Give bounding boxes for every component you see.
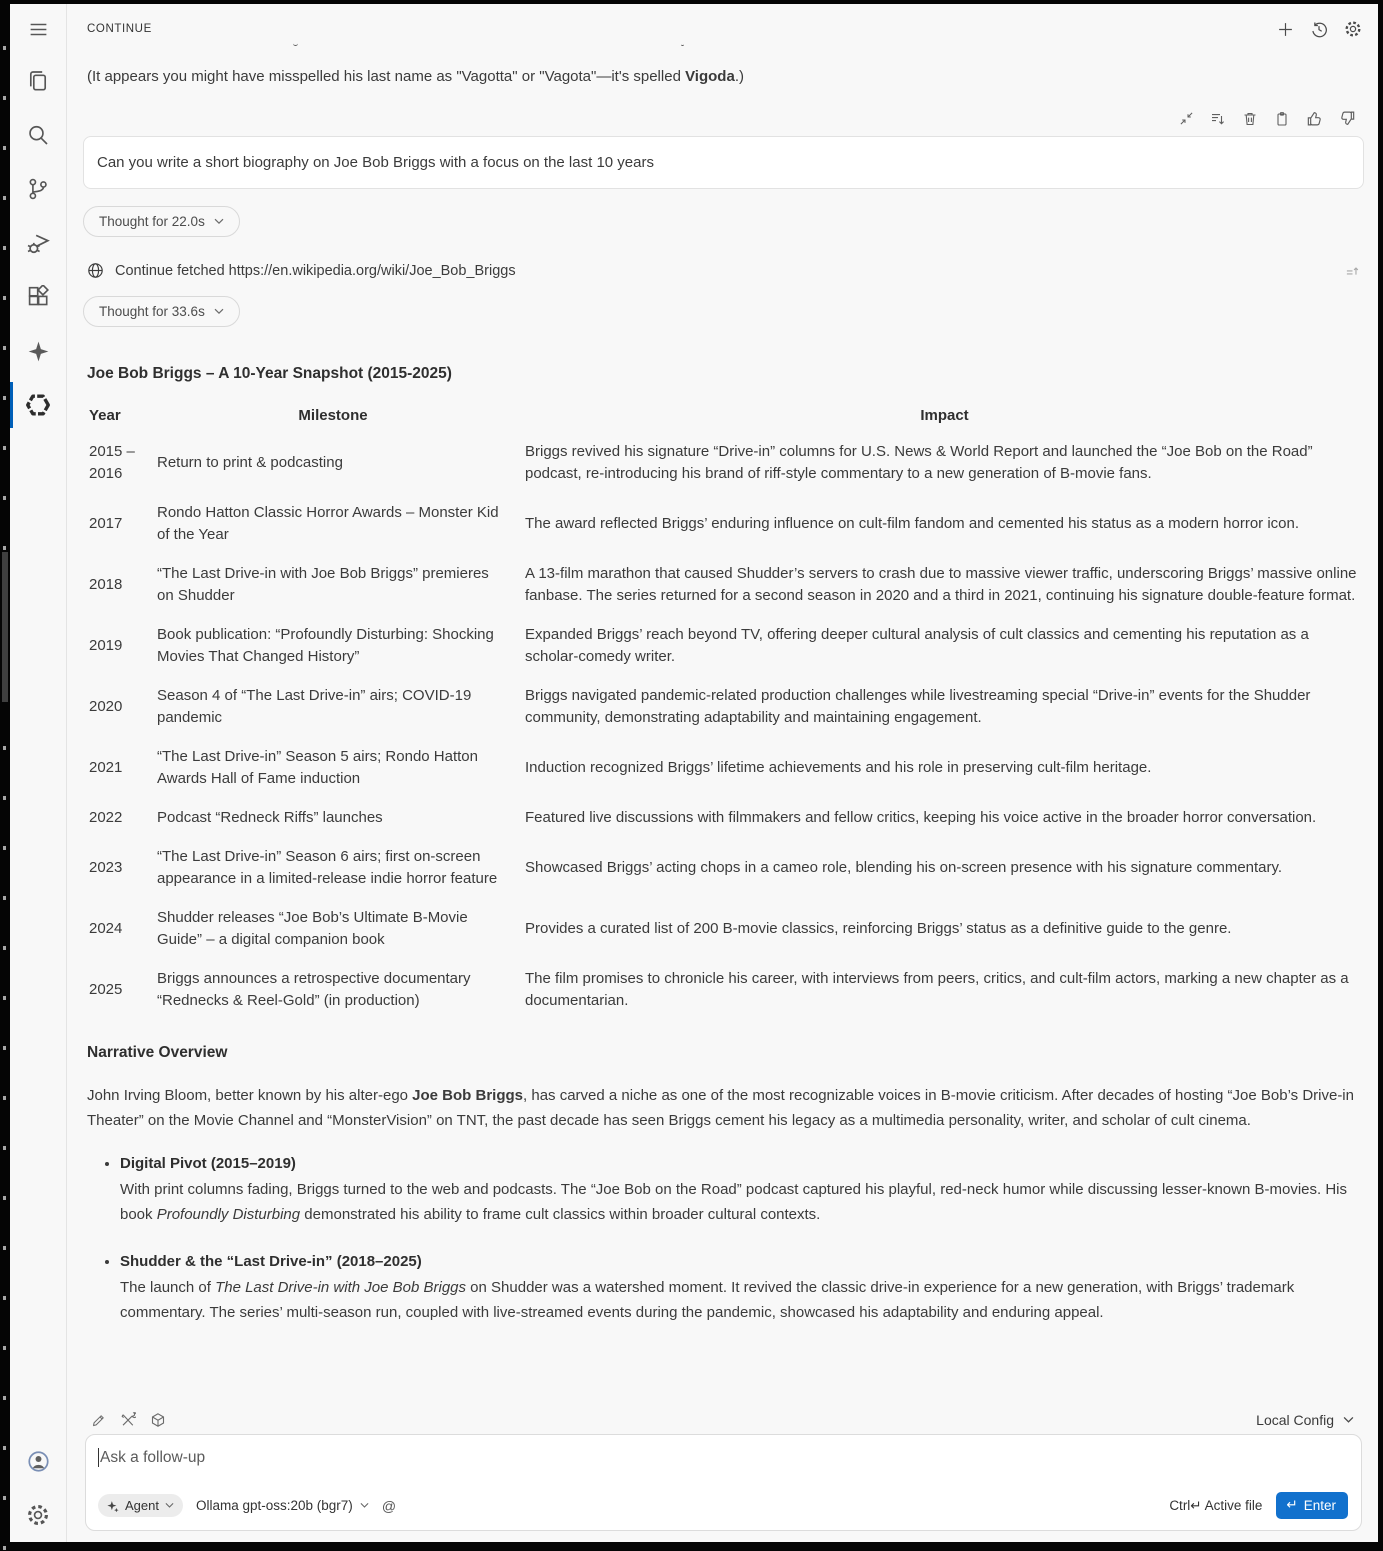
account-icon: [26, 1449, 51, 1474]
table-cell-impact: Showcased Briggs’ acting chops in a cameo role, blending his on-screen presence with his signature commentary.: [525, 859, 1283, 876]
activity-bar: [10, 4, 67, 1542]
sidebar-item-run-debug[interactable]: [10, 216, 67, 270]
snapshot-table: [89, 407, 1364, 1012]
enter-button-label: Enter: [1303, 1497, 1336, 1513]
bullet-body-pre: The launch of: [120, 1279, 216, 1296]
mode-selector[interactable]: [98, 1494, 183, 1517]
table-cell-milestone: Season 4 of “The Last Drive-in” airs; COVID-19 pandemic: [157, 687, 472, 726]
continue-chat-panel: [67, 4, 1378, 1542]
table-cell-milestone: “The Last Drive-in” Season 6 airs; first on-screen appearance in a limited-release indie horror feature: [157, 848, 498, 887]
bullet-body-italic: Profoundly Disturbing: [156, 1206, 301, 1223]
sparkle-icon: [28, 341, 49, 362]
git-branch-icon: [26, 177, 50, 201]
tool-call-row: [87, 262, 1360, 279]
table-cell-impact: Induction recognized Briggs’ lifetime achievements and his role in preserving cult-film heritage.: [525, 759, 1152, 776]
table-cell-milestone: “The Last Drive-in with Joe Bob Briggs” premieres on Shudder: [157, 565, 489, 604]
history-button[interactable]: [1310, 20, 1328, 38]
narrative-bullets: [83, 1155, 1364, 1351]
bullet-body: [120, 1275, 1364, 1325]
mode-label: Agent: [125, 1498, 159, 1513]
chevron-down-icon: [214, 308, 224, 315]
thought-toggle-2[interactable]: [83, 296, 240, 327]
hamburger-icon: [28, 19, 49, 40]
chat-input-placeholder: Ask a follow-up: [100, 1448, 206, 1466]
table-cell-impact: A 13-film marathon that caused Shudder’s servers to crash due to massive viewer traffic, underscoring Briggs’ massive online fanbase. The series returned for a second season in 2020 and a third in 2021, continuing his signature double-feature format.: [525, 565, 1357, 604]
insert-at-top-icon[interactable]: [1345, 263, 1360, 278]
bullet-title: • Digital Pivot (2015–2019): [120, 1155, 296, 1172]
edit-icon[interactable]: [91, 1413, 106, 1428]
files-icon: [26, 69, 50, 93]
thought-label: Thought for 33.6s: [99, 304, 205, 319]
return-icon: ↵: [1286, 1497, 1298, 1512]
narrative-intro-bold: Joe Bob Briggs: [412, 1087, 524, 1104]
assistant-note-post: .): [734, 68, 744, 85]
table-cell-year: 2019: [89, 637, 123, 654]
table-cell-milestone: Rondo Hatton Classic Horror Awards – Monster Kid of the Year: [157, 504, 499, 543]
agent-sparkle-icon: [107, 1500, 119, 1512]
account-button[interactable]: [10, 1434, 67, 1488]
composer-toolbar: [85, 1408, 1362, 1434]
sidebar-item-explorer[interactable]: [10, 54, 67, 108]
table-cell-impact: Provides a curated list of 200 B-movie classics, reinforcing Briggs’ status as a definitive guide to the genre.: [525, 920, 1232, 937]
background-scrollbar: [2, 552, 8, 702]
background-window-sliver: [3, 0, 6, 1551]
table-cell-impact: Expanded Briggs’ reach beyond TV, offering deeper cultural analysis of cult classics and cementing his reputation as a scholar-comedy writer.: [525, 626, 1309, 665]
model-label: Ollama gpt-oss:20b (bgr7): [195, 1498, 353, 1513]
bullet-body-pre: With print columns fading, Briggs turned to the web and podcasts. The “Joe Bob on the Road” podcast captured his playful, red-neck humor while discussing lesser-known B-movies. His book: [120, 1181, 1348, 1223]
table-cell-impact: Briggs revived his signature “Drive-in” columns for U.S. News & World Report and launched the “Joe Bob on the Road” podcast, re-introducing his brand of riff-style commentary to a new generation of B-movie fans.: [525, 443, 1313, 482]
cube-icon[interactable]: [150, 1412, 166, 1428]
new-session-button[interactable]: [1277, 21, 1294, 38]
debug-icon: [26, 231, 51, 256]
text-cursor: [98, 1448, 99, 1467]
chevron-down-icon: [360, 1502, 369, 1509]
sidebar-item-copilot[interactable]: [10, 324, 67, 378]
extensions-icon: [26, 285, 50, 309]
bullet-title: • Shudder & the “Last Drive-in” (2018–2025): [120, 1253, 422, 1270]
bullet-body: [120, 1177, 1364, 1227]
table-cell-year: 2022: [89, 809, 123, 826]
table-cell-milestone: Book publication: “Profoundly Disturbing: Shocking Movies That Changed History”: [157, 626, 494, 665]
config-selector[interactable]: [1256, 1412, 1354, 1428]
search-icon: [26, 123, 50, 147]
chevron-down-icon: [214, 218, 224, 225]
settings-button[interactable]: [10, 1488, 67, 1542]
sidebar-item-continue[interactable]: [10, 378, 67, 432]
message-actions-toolbar: [83, 110, 1356, 127]
compress-text-icon[interactable]: [1210, 111, 1226, 127]
delete-icon[interactable]: [1242, 111, 1258, 127]
config-label: Local Config: [1256, 1412, 1334, 1428]
tool-call-text: Continue fetched https://en.wikipedia.org/wiki/Joe_Bob_Briggs: [115, 262, 516, 279]
add-context-button[interactable]: @: [381, 1497, 397, 1514]
tools-icon[interactable]: [120, 1412, 136, 1428]
snapshot-title: Joe Bob Briggs – A 10-Year Snapshot (2015-2025): [87, 365, 452, 382]
menu-button[interactable]: [10, 4, 67, 54]
clipped-text-remnant: [83, 40, 1364, 50]
enter-button[interactable]: [1276, 1492, 1348, 1519]
table-cell-impact: Featured live discussions with filmmakers and fellow critics, keeping his voice active in the broader horror conversation.: [525, 809, 1317, 826]
assistant-note: [87, 66, 1364, 88]
table-cell-year: 2024: [89, 920, 123, 937]
collapse-icon[interactable]: [1179, 111, 1194, 126]
panel-header: [83, 4, 1364, 38]
table-cell-year: 2025: [89, 981, 123, 998]
continue-logo-icon: [25, 392, 51, 418]
column-header-year: Year: [89, 407, 121, 424]
thought-label: Thought for 22.0s: [99, 214, 205, 229]
gear-icon: [26, 1503, 50, 1527]
table-cell-impact: The award reflected Briggs’ enduring influence on cult-film fandom and cemented his status as a modern horror icon.: [525, 515, 1300, 532]
table-cell-year: 2020: [89, 698, 123, 715]
user-message[interactable]: [83, 136, 1364, 189]
table-cell-impact: The film promises to chronicle his career, with interviews from peers, critics, and cult-film actors, marking a new chapter as a documentarian.: [525, 970, 1349, 1009]
list-item: [120, 1253, 1364, 1325]
table-cell-year: 2018: [89, 576, 123, 593]
table-cell-impact: Briggs navigated pandemic-related production challenges while livestreaming special “Drive-in” events for the Shudder community, demonstrating adaptability and maintaining engagement.: [525, 687, 1311, 726]
copy-icon[interactable]: [1274, 111, 1290, 127]
thumbs-down-icon[interactable]: [1339, 110, 1356, 127]
column-header-milestone: Milestone: [298, 407, 368, 424]
bullet-body-post: on Shudder was a watershed moment. It revived the classic drive-in experience for a new generation, with Briggs’ trademark commentary. The series’ multi-season run, coupled with live-streamed events during the pandemic, showcased his adaptability and enduring appeal.: [120, 1279, 1295, 1321]
bullet-body-italic: The Last Drive-in with Joe Bob Briggs: [215, 1279, 467, 1296]
thumbs-up-icon[interactable]: [1306, 110, 1323, 127]
active-file-shortcut: Ctrl↵ Active file: [1169, 1497, 1263, 1513]
bullet-body-post: demonstrated his ability to frame cult classics within broader cultural contexts.: [300, 1206, 821, 1223]
assistant-note-pre: (It appears you might have misspelled his last name as "Vagotta" or "Vagota"—it's spelled: [87, 68, 686, 85]
narrative-intro-pre: John Irving Bloom, better known by his alter-ego: [87, 1087, 413, 1104]
table-cell-milestone: Briggs announces a retrospective documentary “Rednecks & Reel-Gold” (in production): [157, 970, 471, 1009]
chevron-down-icon: [165, 1502, 174, 1509]
sidebar-item-search[interactable]: [10, 108, 67, 162]
panel-title: CONTINUE: [87, 23, 152, 35]
table-cell-milestone: “The Last Drive-in” Season 5 airs; Rondo Hatton Awards Hall of Fame induction: [157, 748, 478, 787]
sidebar-item-extensions[interactable]: [10, 270, 67, 324]
table-cell-milestone: Podcast “Redneck Riffs” launches: [157, 809, 383, 826]
table-cell-year: 2021: [89, 759, 123, 776]
narrative-intro-post: , has carved a niche as one of the most recognizable voices in B-movie criticism. After decades of hosting “Joe Bob’s Drive-in Theater” on the Movie Channel and “MonsterVision” on TNT, the past decade has seen Briggs cement his legacy as a multimedia personality, writer, and scholar of cult cinema.: [87, 1087, 1354, 1129]
chevron-down-icon: [1343, 1416, 1354, 1424]
table-cell-milestone: Return to print & podcasting: [157, 454, 343, 471]
globe-icon: [87, 262, 104, 279]
chat-input-box[interactable]: [85, 1434, 1362, 1531]
narrative-intro: [87, 1083, 1360, 1133]
table-cell-year: 2023: [89, 859, 123, 876]
user-message-text: Can you write a short biography on Joe Bob Briggs with a focus on the last 10 years: [97, 154, 654, 171]
table-cell-year: 2015 – 2016: [89, 443, 135, 482]
list-item: [120, 1155, 1364, 1227]
thought-toggle-1[interactable]: [83, 206, 240, 237]
model-selector[interactable]: [196, 1498, 369, 1513]
composer: [83, 1408, 1364, 1540]
narrative-title: Narrative Overview: [87, 1044, 228, 1061]
table-cell-milestone: Shudder releases “Joe Bob’s Ultimate B-Movie Guide” – a digital companion book: [157, 909, 468, 948]
assistant-note-bold: Vigoda: [685, 68, 735, 85]
sidebar-item-source-control[interactable]: [10, 162, 67, 216]
column-header-impact: Impact: [920, 407, 969, 424]
settings-gear-button[interactable]: [1344, 20, 1362, 38]
table-cell-year: 2017: [89, 515, 123, 532]
